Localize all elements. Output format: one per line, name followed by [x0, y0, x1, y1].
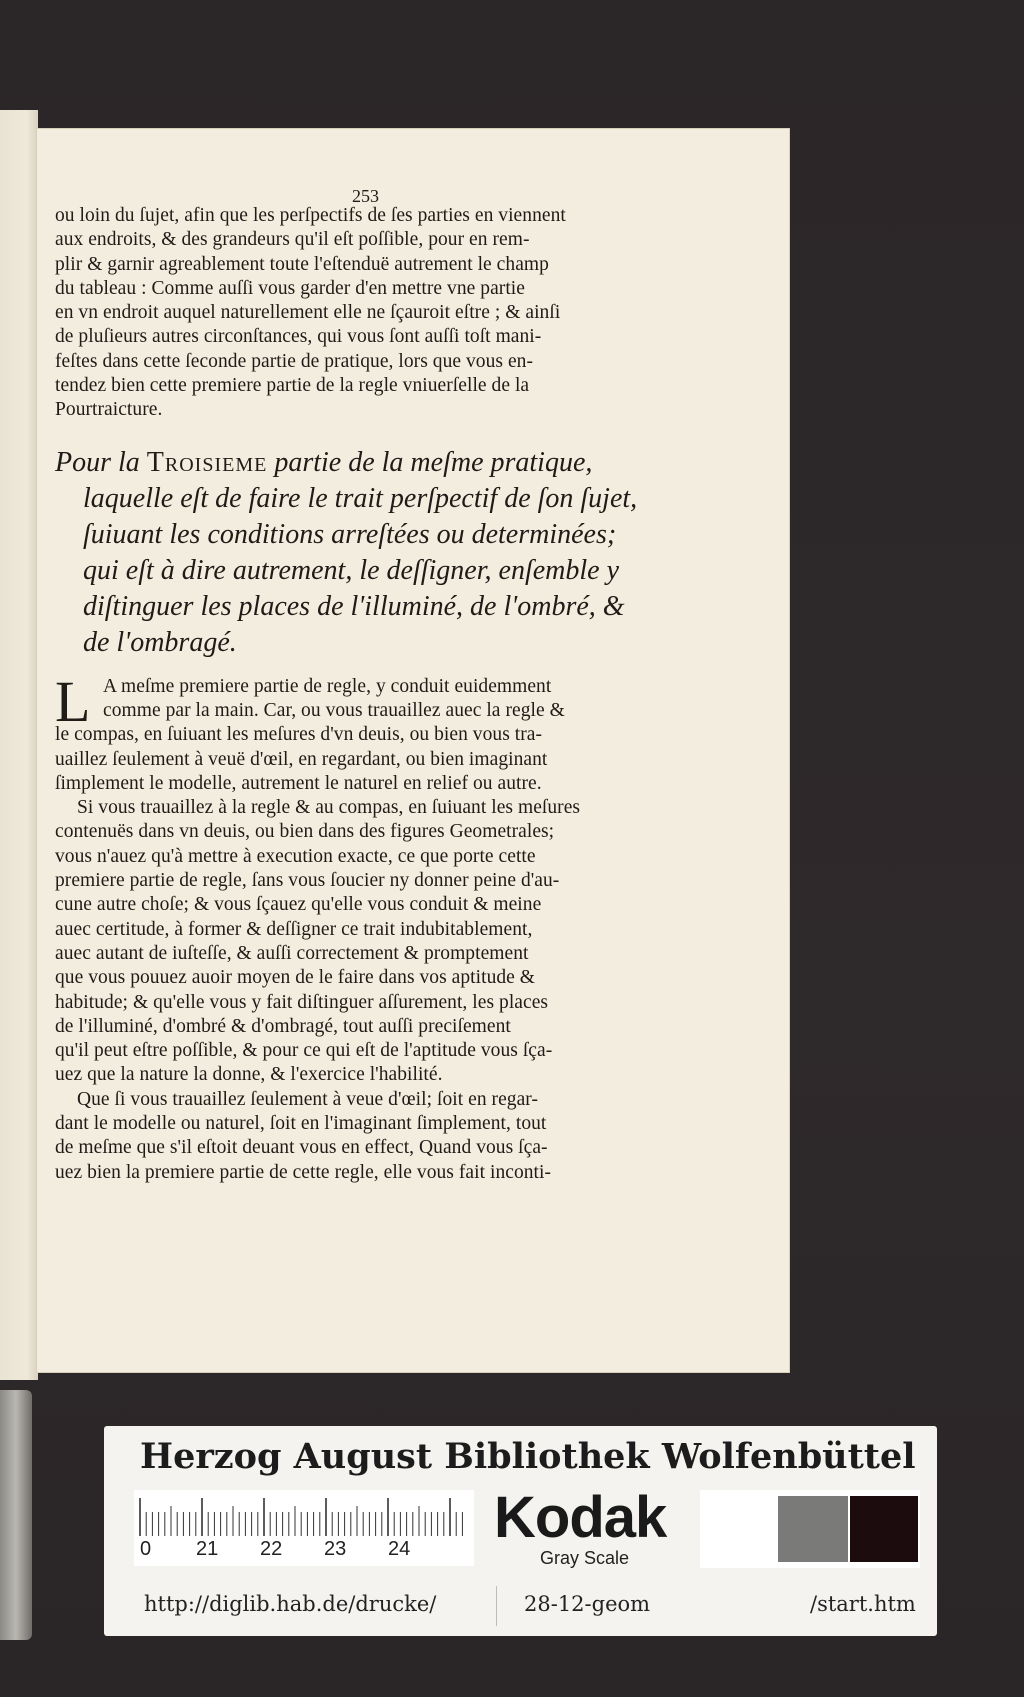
- text-line: en vn endroit auquel naturellement elle ne ſçauroit eſtre ; & ainſi: [55, 302, 561, 324]
- ruler-number: 0: [140, 1538, 152, 1560]
- text-line: Si vous trauaillez à la regle & au compas, en ſuiuant les meſures: [77, 797, 581, 819]
- url-base: http://diglib.hab.de/drucke/: [144, 1592, 437, 1616]
- text-line: de pluſieurs autres circonſtances, qui vous ſont auſſi toſt mani-: [55, 326, 542, 348]
- text-line: Que ſi vous trauaillez ſeulement à veue d'œil; ſoit en regar-: [77, 1088, 539, 1110]
- book-page: [36, 128, 790, 1373]
- text-line: contenuës dans vn deuis, ou bien dans des figures Geometrales;: [55, 821, 555, 843]
- heading-line: laquelle eſt de faire le trait perſpectif de ſon ſujet,: [83, 482, 638, 514]
- url-divider: [496, 1586, 497, 1626]
- heading-line: diſtinguer les places de l'illuminé, de l'ombré, &: [83, 590, 625, 622]
- text-line: ou loin du ſujet, afin que les perſpectifs de ſes parties en viennent: [55, 205, 566, 226]
- ruler-ticks: [138, 1496, 468, 1538]
- url-suffix: /start.htm: [810, 1592, 916, 1616]
- ruler-number: 23: [324, 1538, 347, 1560]
- text-line: plir & garnir agreablement toute l'eſtenduë autrement le champ: [55, 253, 549, 275]
- section-heading: [55, 445, 705, 661]
- text-line: uez bien la premiere partie de cette regle, elle vous fait inconti-: [55, 1161, 552, 1183]
- ruler-numbers: [134, 1538, 474, 1564]
- text-line: tendez bien cette premiere partie de la regle vniuerſelle de la: [55, 375, 530, 397]
- heading-smallcaps: Troisieme: [146, 446, 268, 478]
- heading-line: qui eſt à dire autrement, le deſſigner, enſemble y: [83, 554, 620, 586]
- page-number: 253: [352, 186, 379, 206]
- text-line: cune autre choſe; & vous ſçauez qu'elle vous conduit & meine: [55, 894, 542, 916]
- text-line: aux endroits, & des grandeurs qu'il eſt poſſible, pour en rem-: [55, 229, 530, 251]
- book-binding-edge: [0, 1390, 32, 1640]
- ruler-number: 24: [388, 1538, 411, 1560]
- adjacent-page-edge: [0, 110, 38, 1380]
- paragraph-4: [55, 1088, 705, 1185]
- paragraph-2: [55, 668, 705, 796]
- page-text: [55, 183, 705, 1185]
- library-name: Herzog August Bibliothek Wolfenbüttel: [140, 1436, 916, 1477]
- gray-swatches: [700, 1490, 920, 1568]
- text-line: premiere partie de regle, ſans vous ſoucier ny donner peine d'au-: [55, 870, 560, 892]
- swatch-black: [850, 1496, 918, 1562]
- text-line: qu'il peut eſtre poſſible, & pour ce qui eſt de l'aptitude vous ſça-: [55, 1040, 553, 1062]
- drop-cap: L: [55, 668, 91, 734]
- text-line: de l'illuminé, d'ombré & d'ombragé, tout auſſi preciſement: [55, 1015, 511, 1037]
- text-line: dant le modelle ou naturel, ſoit en l'imaginant ſimplement, tout: [55, 1113, 547, 1135]
- text-line: Pourtraicture.: [55, 399, 163, 421]
- text-line: habitude; & qu'elle vous y fait diſtinguer aſſurement, les places: [55, 991, 549, 1013]
- text-line: auec autant de iuſteſſe, & auſſi correctement & promptement: [55, 942, 529, 964]
- text-line: comme par la main. Car, ou vous trauaillez auec la regle &: [103, 699, 565, 721]
- color-calibration-card: [104, 1426, 937, 1636]
- swatch-white: [706, 1496, 776, 1562]
- text-line: ſimplement le modelle, autrement le naturel en relief ou autre.: [55, 772, 542, 794]
- text-line: le compas, en ſuiuant les meſures d'vn deuis, ou bien vous tra-: [55, 724, 543, 746]
- text-line: uez que la nature la donne, & l'exercice l'habilité.: [55, 1064, 443, 1086]
- swatch-gray: [778, 1496, 848, 1562]
- url-id: 28-12-geom: [524, 1592, 651, 1616]
- ruler-number: 21: [196, 1538, 219, 1560]
- gray-scale-label: Gray Scale: [540, 1548, 630, 1568]
- heading-line: de l'ombragé.: [83, 626, 237, 658]
- ruler-number: 22: [260, 1538, 283, 1560]
- text-line: de meſme que s'il eſtoit deuant vous en effect, Quand vous ſça-: [55, 1137, 548, 1159]
- heading-line-rest: partie de la meſme pratique,: [267, 446, 593, 478]
- text-line: feſtes dans cette ſeconde partie de pratique, lors que vous en-: [55, 350, 534, 372]
- text-line: A meſme premiere partie de regle, y conduit euidemment: [103, 675, 552, 697]
- heading-prefix: Pour la: [55, 446, 147, 478]
- kodak-logo: Kodak: [494, 1485, 667, 1550]
- heading-line: ſuiuant les conditions arreſtées ou determinées;: [83, 518, 617, 550]
- text-line: uaillez ſeulement à veuë d'œil, en regardant, ou bien imaginant: [55, 748, 548, 770]
- url-row: [104, 1586, 937, 1626]
- text-line: du tableau : Comme auſſi vous garder d'en mettre vne partie: [55, 277, 525, 299]
- text-line: auec certitude, à former & deſſigner ce trait indubitablement,: [55, 918, 533, 940]
- paragraph-1: [55, 204, 705, 423]
- ruler-scale: [134, 1490, 474, 1566]
- text-line: vous n'auez qu'à mettre à execution exacte, ce que porte cette: [55, 845, 536, 867]
- paragraph-3: [55, 796, 705, 1088]
- text-line: que vous pouuez auoir moyen de le faire dans vos aptitude &: [55, 967, 536, 989]
